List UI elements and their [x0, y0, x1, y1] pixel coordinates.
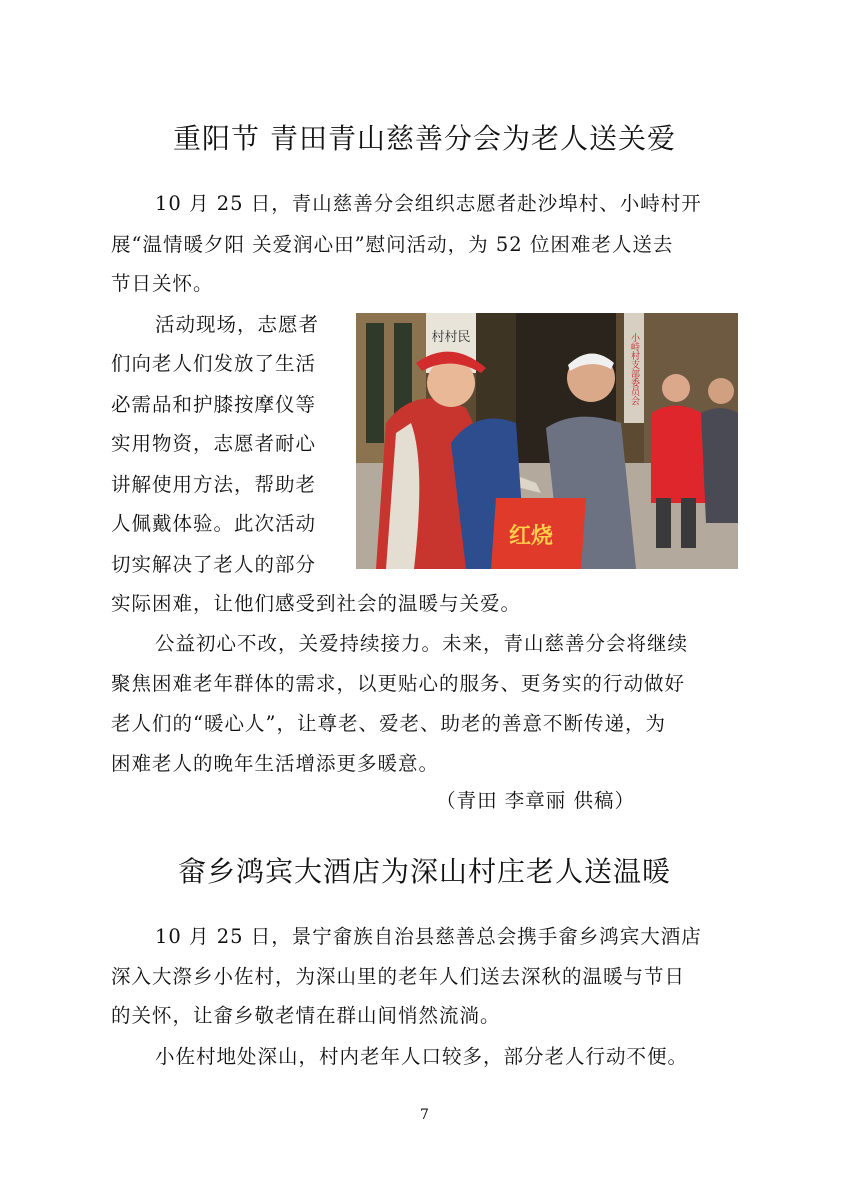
paragraph-line: 聚焦困难老年群体的需求，以更贴心的服务、更务实的行动做好 [111, 672, 686, 695]
paragraph-line: 实用物资，志愿者耐心 [111, 432, 317, 455]
article-byline: （青田 李章丽 供稿） [436, 789, 635, 812]
photo-bag-text: 红烧 [508, 524, 554, 549]
paragraph-line: 公益初心不改，关爱持续接力。未来，青山慈善分会将继续 [155, 632, 689, 655]
paragraph-line: 深入大漈乡小佐村，为深山里的老年人们送去深秋的温暖与节日 [111, 965, 686, 988]
paragraph-line: 切实解决了老人的部分 [111, 553, 317, 576]
paragraph-line: 必需品和护膝按摩仪等 [111, 393, 317, 416]
article-title-1: 重阳节 青田青山慈善分会为老人送关爱 [173, 122, 676, 155]
photo-signboard-text: 村村民 [431, 330, 471, 345]
paragraph-line: 10 月 25 日，景宁畲族自治县慈善总会携手畲乡鸿宾大酒店 [155, 925, 702, 948]
paragraph-line: 10 月 25 日，青山慈善分会组织志愿者赴沙埠村、小峙村开 [155, 192, 702, 215]
paragraph-line: 人佩戴体验。此次活动 [111, 512, 317, 535]
paragraph-line: 讲解使用方法，帮助老 [111, 473, 317, 496]
paragraph-line: 实际困难，让他们感受到社会的温暖与关爱。 [111, 592, 522, 615]
event-photo [356, 313, 738, 569]
paragraph-line: 活动现场，志愿者 [155, 313, 320, 336]
paragraph-line: 小佐村地处深山，村内老年人口较多，部分老人行动不便。 [155, 1045, 689, 1068]
paragraph-line: 节日关怀。 [111, 272, 214, 295]
photo-sign-right: 小峙村支部委员会 [629, 333, 639, 405]
paragraph-line: 们向老人们发放了生活 [111, 352, 317, 375]
page-number: 7 [420, 1107, 429, 1123]
paragraph-line: 展“温情暖夕阳 关爱润心田”慰问活动，为 52 位困难老人送去 [111, 233, 674, 256]
paragraph-line: 老人们的“暖心人”，让尊老、爱老、助老的善意不断传递，为 [111, 712, 666, 735]
paragraph-line: 的关怀，让畲乡敬老情在群山间悄然流淌。 [111, 1004, 501, 1027]
paragraph-line: 困难老人的晚年生活增添更多暖意。 [111, 752, 440, 775]
article-title-2: 畲乡鸿宾大酒店为深山村庄老人送温暖 [177, 855, 671, 888]
